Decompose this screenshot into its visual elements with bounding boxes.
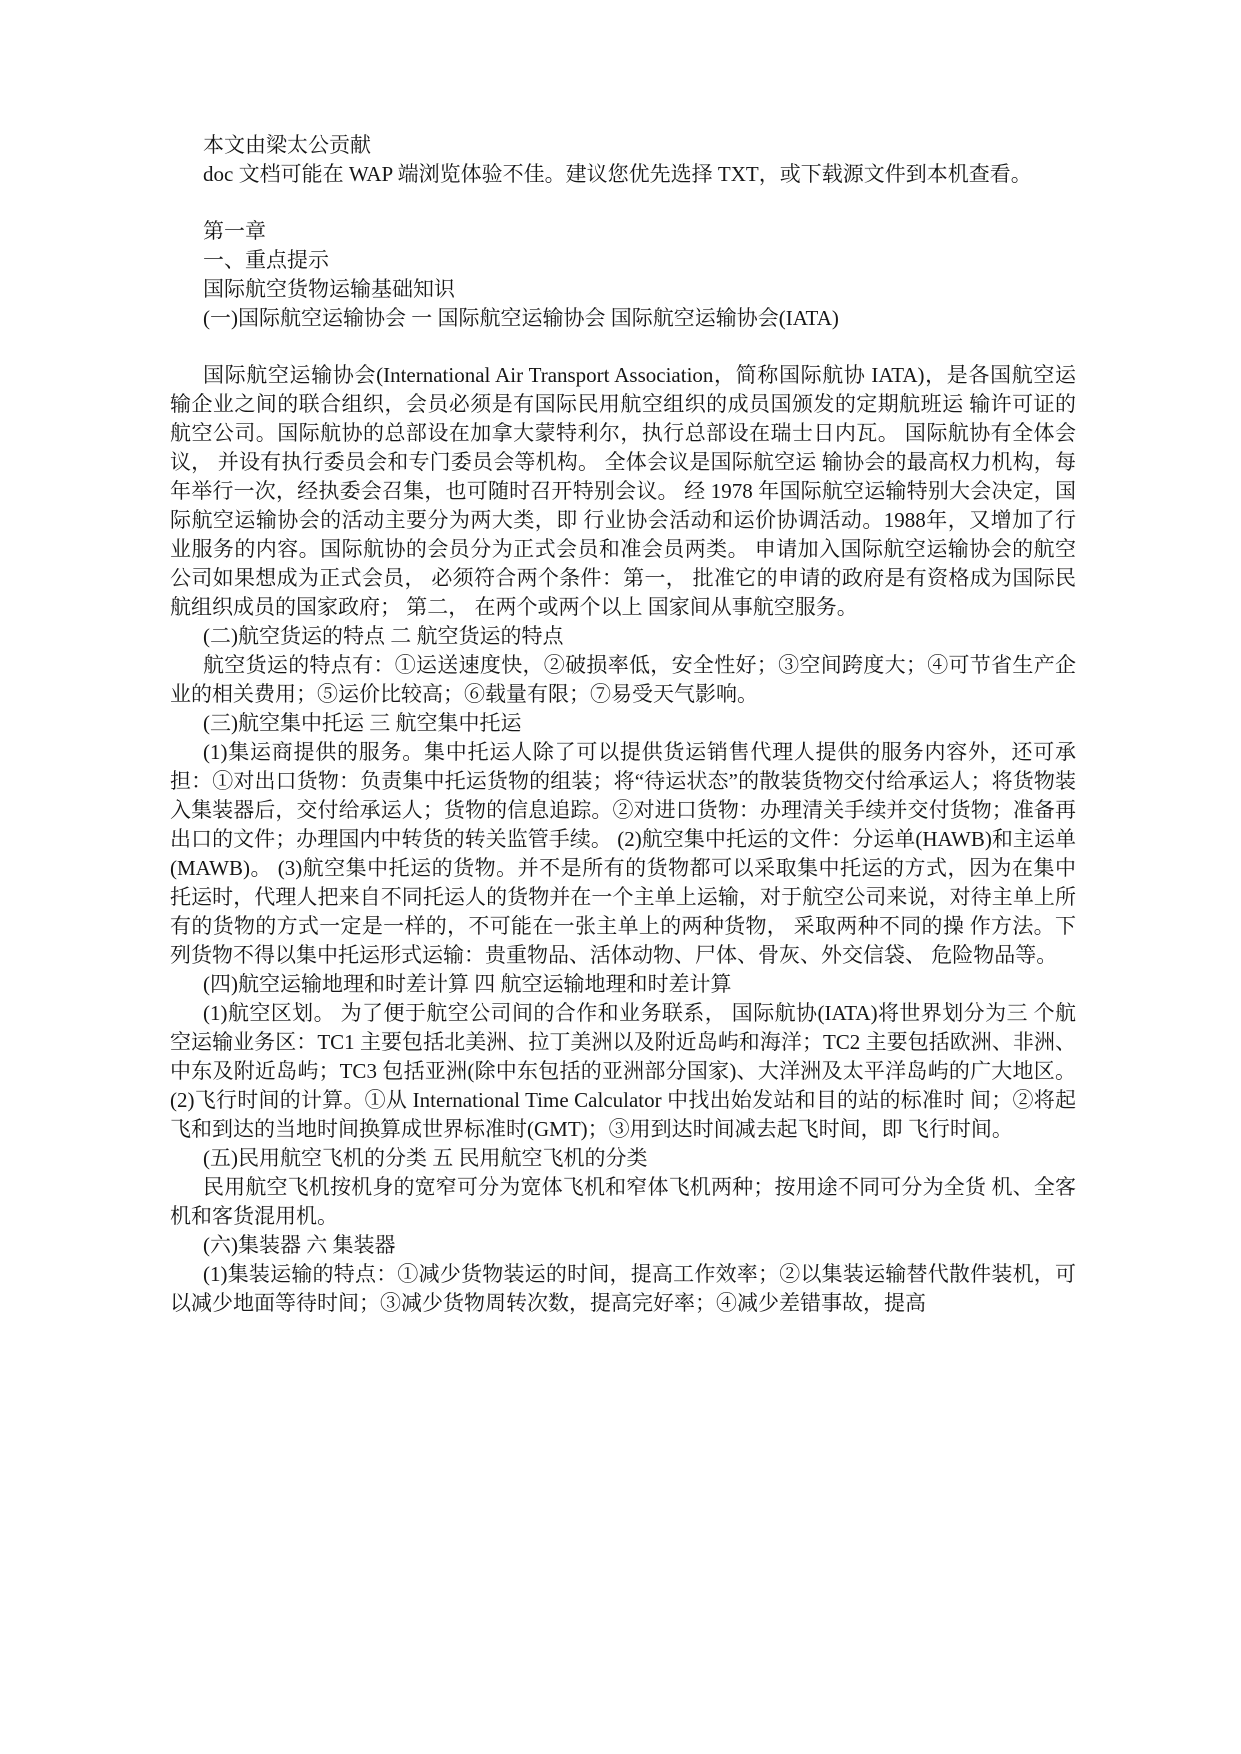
- body-paragraph-uld: (1)集装运输的特点：①减少货物装运的时间，提高工作效率；②以集装运输替代散件装机，可以减少地面等待时间；③减少货物周转次数，提高完好率；④减少差错事故，提高: [170, 1262, 1076, 1315]
- section-heading-geography: (四)航空运输地理和时差计算 四 航空运输地理和时差计算: [203, 972, 732, 996]
- topic-title: 国际航空货物运输基础知识: [203, 277, 455, 301]
- section-heading-features: (二)航空货运的特点 二 航空货运的特点: [203, 624, 564, 648]
- contributor-line: 本文由梁太公贡献: [203, 133, 371, 157]
- body-paragraph-aircraft: 民用航空飞机按机身的宽窄可分为宽体飞机和窄体飞机两种；按用途不同可分为全货 机、全客机和客货混用机。: [170, 1175, 1076, 1228]
- section-heading-iata: (一)国际航空运输协会 一 国际航空运输协会 国际航空运输协会(IATA): [203, 306, 839, 330]
- body-paragraph-consolidation: (1)集运商提供的服务。集中托运人除了可以提供货运销售代理人提供的服务内容外，还可承担：①对出口货物：负责集中托运货物的组装；将“待运状态”的散装货物交付给承运人；将货物装入集装器后，交付给承运人；货物的信息追踪。②对进口货物：办理清关手续并交付货物；准备再出口的文件；办理国内中转货的转关监管手续。 (2)航空集中托运的文件：分运单(HAWB)和主运单(MAWB)。 (3)航空集中托运的货物。并不是所有的货物都可以采取集中托运的方式，因为在集中 托运时，代理人把来自不同托运人的货物并在一个主单上运输，对于航空公司来说，对待主单上所有的货物的方式一定是一样的，不可能在一张主单上的两种货物， 采取两种不同的操 作方法。下列货物不得以集中托运形式运输：贵重物品、活体动物、尸体、骨灰、外交信袋、 危险物品等。: [170, 740, 1076, 967]
- viewer-notice: doc 文档可能在 WAP 端浏览体验不佳。建议您优先选择 TXT，或下载源文件到本机查看。: [203, 162, 1032, 186]
- body-paragraph-iata: 国际航空运输协会(International Air Transport Association，简称国际航协 IATA)，是各国航空运输企业之间的联合组织，会员必须是有国际民用航空组织的成员国颁发的定期航班运 输许可证的航空公司。国际航协的总部设在加拿大蒙特利尔，执行总部设在瑞士日内瓦。 国际航协有全体会议， 并设有执行委员会和专门委员会等机构。 全体会议是国际航空运 输协会的最高权力机构，每年举行一次，经执委会召集，也可随时召开特别会议。 经 1978 年国际航空运输特别大会决定，国际航空运输协会的活动主要分为两大类，即 行业协会活动和运价协调活动。1988年，又增加了行业服务的内容。国际航协的会员分为正式会员和准会员两类。 申请加入国际航空运输协会的航空公司如果想成为正式会员， 必须符合两个条件：第一， 批准它的申请的政府是有资格成为国际民航组织成员的国家政府； 第二， 在两个或两个以上 国家间从事航空服务。: [170, 363, 1076, 619]
- body-paragraph-features: 航空货运的特点有：①运送速度快，②破损率低，安全性好；③空间跨度大；④可节省生产企业的相关费用；⑤运价比较高；⑥载量有限；⑦易受天气影响。: [170, 653, 1076, 706]
- blank-line: [170, 189, 1076, 217]
- section-heading-aircraft: (五)民用航空飞机的分类 五 民用航空飞机的分类: [203, 1146, 648, 1170]
- section-heading-consolidation: (三)航空集中托运 三 航空集中托运: [203, 711, 522, 735]
- key-points-label: 一、重点提示: [203, 248, 329, 272]
- body-paragraph-geography: (1)航空区划。 为了便于航空公司间的合作和业务联系， 国际航协(IATA)将世界划分为三 个航空运输业务区：TC1 主要包括北美洲、拉丁美洲以及附近岛屿和海洋；TC2 主要包括欧洲、非洲、中东及附近岛屿；TC3 包括亚洲(除中东包括的亚洲部分国家)、大洋洲及太平洋岛屿的广大地区。 (2)飞行时间的计算。①从 International Time Calculator 中找出始发站和目的站的标准时 间；②将起飞和到达的当地时间换算成世界标准时(GMT)；③用到达时间减去起飞时间，即 飞行时间。: [170, 1001, 1076, 1141]
- blank-line: [170, 333, 1076, 361]
- section-heading-uld: (六)集装器 六 集装器: [203, 1233, 396, 1257]
- document-content: [170, 131, 1076, 1318]
- chapter-title: 第一章: [203, 219, 266, 243]
